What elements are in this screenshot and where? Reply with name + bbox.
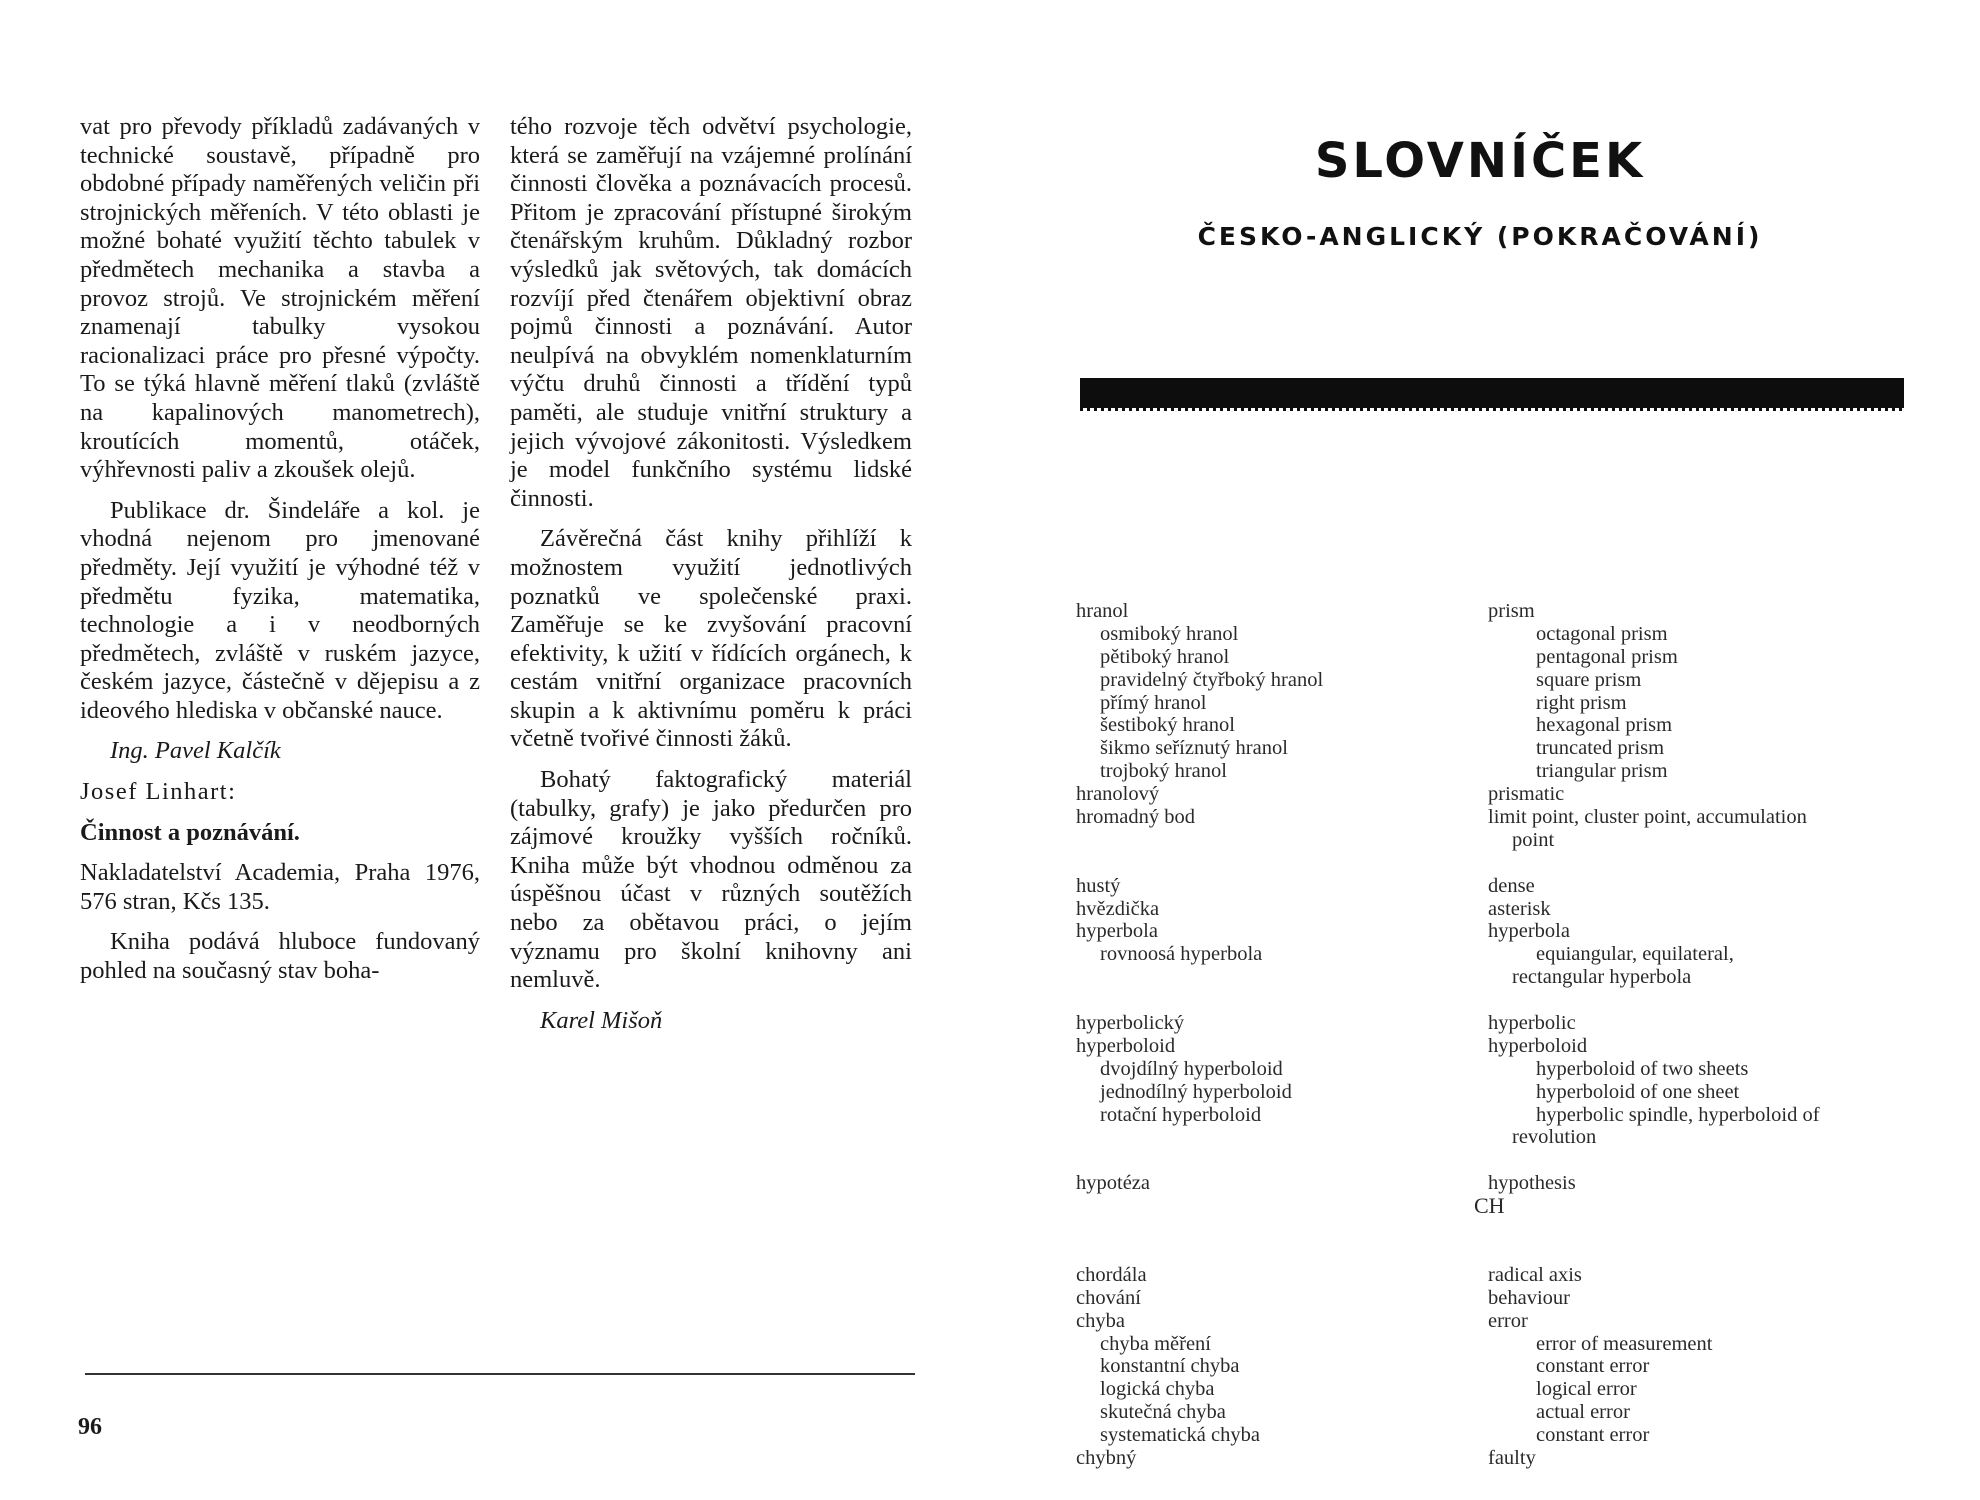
english-term: limit point, cluster point, accumulation: [1488, 806, 1807, 829]
czech-term: hyperbola: [1076, 920, 1158, 943]
glossary-entry: [1076, 1424, 1906, 1447]
czech-term: hypotéza: [1076, 1172, 1150, 1195]
english-term: hypothesis: [1488, 1172, 1576, 1195]
czech-term: chyba: [1076, 1309, 1125, 1332]
czech-term: [1076, 1126, 1488, 1149]
czech-term: hvězdička: [1076, 897, 1160, 920]
czech-term: hranol: [1076, 600, 1129, 622]
glossary-entry: [1076, 1264, 1906, 1287]
glossary-list: [1076, 600, 1906, 1470]
glossary-entry: [1076, 760, 1906, 783]
glossary-entry: [1076, 1401, 1906, 1424]
glossary-entry: [1076, 714, 1906, 737]
czech-term: rotační hyperboloid: [1100, 1103, 1262, 1126]
english-term: constant error: [1536, 1424, 1650, 1447]
english-term: pentagonal prism: [1536, 645, 1678, 668]
glossary-entry: [1076, 1126, 1906, 1149]
czech-term: hromadný bod: [1076, 806, 1195, 829]
glossary-spacer: [1076, 1218, 1906, 1241]
page-number: 96: [78, 1414, 102, 1440]
czech-term: pravidelný čtyřboký hranol: [1100, 668, 1324, 691]
english-term: prismatic: [1488, 783, 1565, 806]
book-title: Činnost a poznávání.: [80, 818, 300, 846]
czech-term: [1076, 829, 1488, 852]
english-term: constant error: [1536, 1355, 1650, 1378]
paragraph: Kniha podává hluboce fundovaný pohled na současný stav boha-: [80, 928, 480, 985]
english-term: actual error: [1536, 1401, 1630, 1424]
book-publisher: Nakladatelství Academia, Praha 1976, 576 stran, Kčs 135.: [80, 859, 480, 915]
english-term: asterisk: [1488, 897, 1551, 920]
glossary-spacer: [1076, 852, 1906, 875]
czech-term: konstantní chyba: [1100, 1355, 1240, 1378]
glossary-entry: [1076, 669, 1906, 692]
english-term: equiangular, equilateral,: [1536, 943, 1734, 966]
czech-term: hyperboloid: [1076, 1034, 1176, 1057]
czech-term: pětiboký hranol: [1100, 645, 1230, 668]
paragraph: tého rozvoje těch odvětví psychologie, která se zaměřují na vzájemné prolínání činnosti člověka a poznávacích procesů. Přitom je zpracování přístupné širokým čtenářským kruhům. Důkladný rozbor výsledků jak světových, tak domácích rozvíjí před čtenářem objektivní obraz pojmů činnosti a poznávání. Autor neulpívá na obvyklém nomenklaturním výčtu druhů činnosti a třídění typů paměti, ale studuje vnitřní struktury a jejich vývojové zákonitosti. Výsledkem je model funkčního systému lidské činnosti.: [510, 113, 912, 512]
english-term: logical error: [1536, 1378, 1637, 1401]
glossary-entry: [1076, 920, 1906, 943]
glossary-entry: [1076, 966, 1906, 989]
czech-term: hyperbolický: [1076, 1012, 1185, 1035]
english-term: hexagonal prism: [1536, 714, 1673, 737]
glossary-spacer: [1076, 1149, 1906, 1172]
reviewer-signature: Karel Mišoň: [540, 1006, 663, 1034]
czech-term: jednodílný hyperboloid: [1100, 1080, 1292, 1103]
paragraph: Závěrečná část knihy přihlíží k možnostem využití jednotlivých poznatků ve společenské praxi. Zaměřuje se ke zvyšování pracovní efektivity, k užití v řídících orgánech, k cestám vnitřní organizace pracovních skupin a k aktivnímu poměru k práci včetně tvořivé činnosti žáků.: [510, 525, 912, 753]
english-term: hyperboloid of two sheets: [1536, 1057, 1749, 1080]
glossary-entry: [1076, 1287, 1906, 1310]
glossary-entry: [1076, 1035, 1906, 1058]
glossary-entry: [1076, 1058, 1906, 1081]
english-term: hyperbolic spindle, hyperboloid of: [1536, 1103, 1820, 1126]
page-subtitle: ČESKO-ANGLICKÝ (POKRAČOVÁNÍ): [1197, 222, 1763, 251]
page-title: SLOVNÍČEK: [1314, 133, 1646, 189]
czech-term: přímý hranol: [1100, 691, 1207, 714]
glossary-entry: [1076, 1104, 1906, 1127]
english-term: behaviour: [1488, 1286, 1570, 1309]
english-term: faulty: [1488, 1446, 1536, 1469]
glossary-entry: [1076, 1172, 1906, 1195]
decorative-bar: [1080, 378, 1904, 408]
czech-term: šestiboký hranol: [1100, 714, 1235, 737]
czech-term: hranolový: [1076, 783, 1160, 806]
czech-term: systematická chyba: [1100, 1424, 1260, 1447]
glossary-entry: [1076, 1378, 1906, 1401]
left-text-column: [80, 113, 480, 998]
paragraph: Publikace dr. Šindeláře a kol. je vhodná nejenom pro jmenované předměty. Její využití je výhodné též v předmětu fyzika, matematika, technologie a i v neodborných předmětech, zvláště v ruském jazyce, českém jazyce, částečně v dějepisu a z ideového hlediska v občanské nauce.: [80, 496, 480, 724]
glossary-spacer: [1076, 989, 1906, 1012]
glossary-entry: [1076, 829, 1906, 852]
english-term: hyperbola: [1488, 920, 1570, 943]
glossary-entry: [1076, 943, 1906, 966]
glossary-entry: [1076, 1012, 1906, 1035]
glossary-spacer: [1076, 1241, 1906, 1264]
english-term: error: [1488, 1309, 1528, 1332]
glossary-entry: [1076, 623, 1906, 646]
glossary-entry: [1076, 646, 1906, 669]
glossary-entry: [1076, 1310, 1906, 1333]
english-term: square prism: [1536, 668, 1642, 691]
czech-term: logická chyba: [1100, 1378, 1215, 1401]
english-term: revolution: [1512, 1126, 1597, 1149]
czech-term: chybný: [1076, 1446, 1137, 1469]
glossary-entry: [1076, 600, 1906, 623]
czech-term: chyba měření: [1100, 1332, 1211, 1355]
reviewer-signature: Ing. Pavel Kalčík: [110, 737, 281, 765]
footer-rule: [85, 1373, 915, 1375]
english-term: rectangular hyperbola: [1512, 966, 1692, 989]
czech-term: [1076, 966, 1488, 989]
glossary-entry: [1076, 875, 1906, 898]
glossary-entry: [1076, 737, 1906, 760]
english-term: truncated prism: [1536, 737, 1665, 760]
glossary-entry: [1076, 806, 1906, 829]
english-term: point: [1512, 828, 1555, 851]
glossary-entry: [1076, 1081, 1906, 1104]
book-author: Josef Linhart:: [80, 778, 237, 806]
czech-term: šikmo seříznutý hranol: [1100, 737, 1288, 760]
czech-term: osmiboký hranol: [1100, 622, 1239, 645]
glossary-entry: [1076, 1333, 1906, 1356]
glossary-entry: [1076, 1355, 1906, 1378]
english-term: error of measurement: [1536, 1332, 1713, 1355]
english-term: prism: [1488, 600, 1535, 622]
english-term: hyperboloid: [1488, 1034, 1588, 1057]
glossary-entry: [1076, 1447, 1906, 1470]
glossary-entry: [1076, 898, 1906, 921]
paragraph: vat pro převody příkladů zadávaných v technické soustavě, případně pro obdobné případy naměřených veličin při strojnických měřeních. V této oblasti je možné bohaté využití těchto tabulek v předmětech mechanika a stavba a provoz strojů. Ve strojnickém měření znamenají tabulky vysokou racionalizaci práce pro přesné výpočty. To se týká hlavně měření tlaků (zvláště na kapalinových manometrech), kroutících momentů, otáček, výhřevnosti paliv a zkoušek olejů.: [80, 113, 480, 484]
czech-term: rovnoosá hyperbola: [1100, 943, 1263, 966]
czech-term: hustý: [1076, 874, 1121, 897]
czech-term: trojboký hranol: [1100, 760, 1227, 783]
czech-term: chování: [1076, 1286, 1141, 1309]
czech-term: chordála: [1076, 1263, 1147, 1286]
czech-term: dvojdílný hyperboloid: [1100, 1057, 1283, 1080]
english-term: hyperboloid of one sheet: [1536, 1080, 1740, 1103]
english-term: triangular prism: [1536, 760, 1668, 783]
english-term: right prism: [1536, 691, 1627, 714]
glossary-entry: [1076, 692, 1906, 715]
glossary-section-heading: CH: [1474, 1193, 1505, 1219]
english-term: dense: [1488, 874, 1535, 897]
glossary-entry: [1076, 783, 1906, 806]
paragraph: Bohatý faktografický materiál (tabulky, grafy) je jako předurčen pro zájmové kroužky vyšších ročníků. Kniha může být vhodnou odměnou za úspěšnou účast v různých soutěžích nebo za obětavou práci, o jejím významu pro školní knihovny ani nemluvě.: [510, 766, 912, 994]
czech-term: skutečná chyba: [1100, 1401, 1226, 1424]
english-term: octagonal prism: [1536, 622, 1668, 645]
english-term: radical axis: [1488, 1263, 1582, 1286]
english-term: hyperbolic: [1488, 1012, 1576, 1035]
right-text-column: [510, 113, 912, 1047]
